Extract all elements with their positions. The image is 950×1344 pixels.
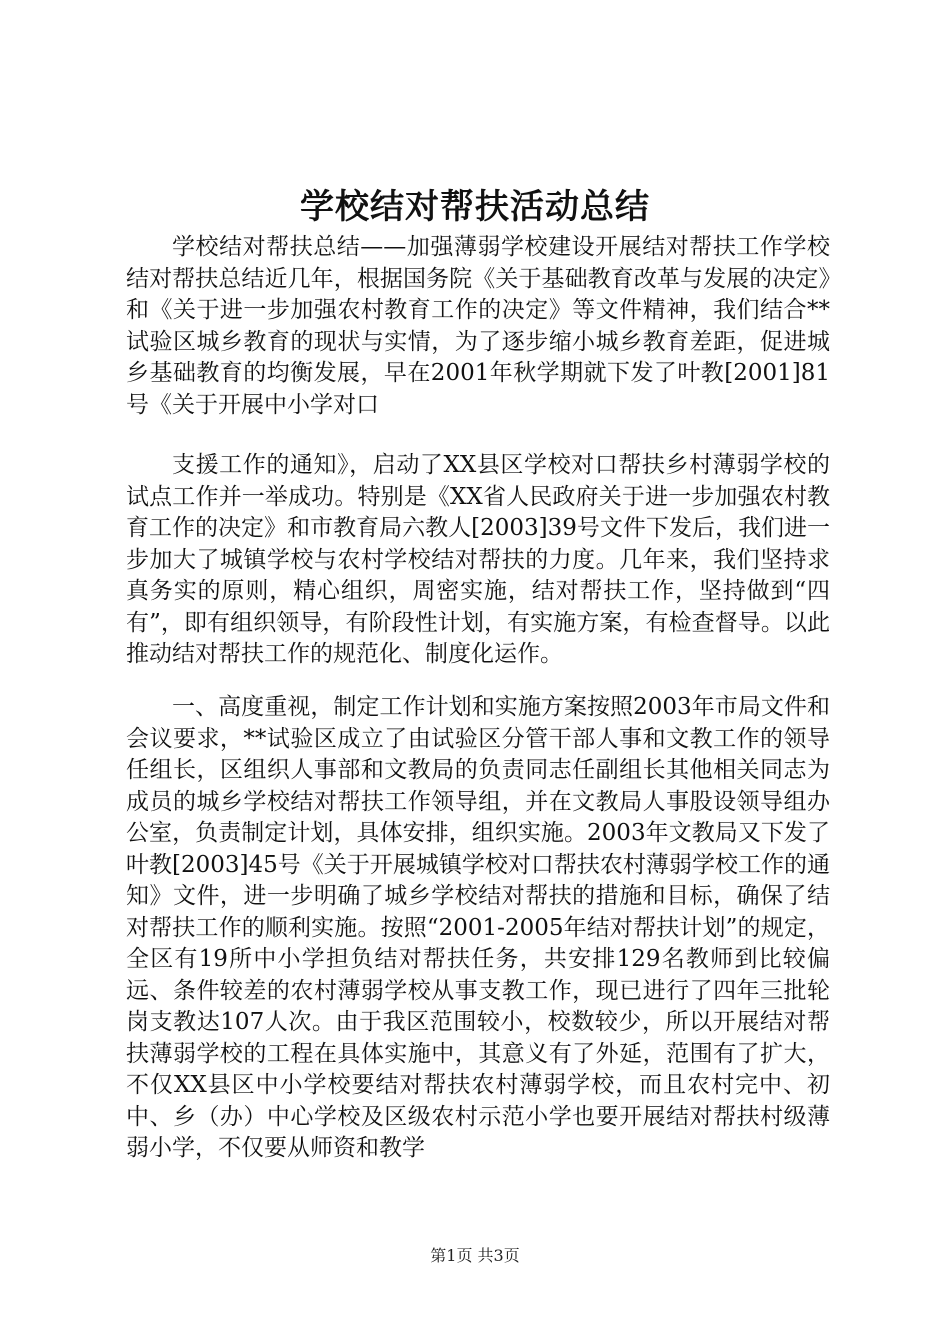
page-footer: 第1页 共3页 (430, 1246, 520, 1265)
paragraph-section-one: 一、高度重视，制定工作计划和实施方案按照2003年市局文件和会议要求，**试验区成立了由试验区分管干部人事和文教工作的领导任组长，区组织人事部和文教局的负责同志任副组长其他相关同志为成员的城乡学校结对帮扶工作领导组，并在文教局人事股设领导组办公室，负责制定计划，具体安排，组织实施。2003年文教局又下发了叶教[2003]45号《关于开展城镇学校对口帮扶农村薄弱学校工作的通知》文件，进一步明确了城乡学校结对帮扶的措施和目标，确保了结对帮扶工作的顺利实施。按照“2001-2005年结对帮扶计划”的规定，全区有19所中小学担负结对帮扶任务，共安排129名教师到比较偏远、条件较差的农村薄弱学校从事支教工作，现已进行了四年三批轮岗支教达107人次。由于我区范围较小，校数较少，所以开展结对帮扶薄弱学校的工程在具体实施中，其意义有了外延，范围有了扩大，不仅XX县区中小学校要结对帮扶农村薄弱学校，而且农村完中、初中、乡（办）中心学校及区级农村示范小学也要开展结对帮扶村级薄弱小学，不仅要从师资和教学 (126, 694, 830, 1161)
paragraph-continuation: 支援工作的通知》，启动了XX县区学校对口帮扶乡村薄弱学校的试点工作并一举成功。特别是《XX省人民政府关于进一步加强农村教育工作的决定》和市教育局六教人[2003]39号文件下发后，我们进一步加大了城镇学校与农村学校结对帮扶的力度。几年来，我们坚持求真务实的原则，精心组织，周密实施，结对帮扶工作，坚持做到“四有”，即有组织领导，有阶段性计划，有实施方案，有检查督导。以此推动结对帮扶工作的规范化、制度化运作。 (126, 452, 830, 667)
paragraph-intro: 学校结对帮扶总结——加强薄弱学校建设开展结对帮扶工作学校结对帮扶总结近几年，根据国务院《关于基础教育改革与发展的决定》和《关于进一步加强农村教育工作的决定》等文件精神，我们结合**试验区城乡教育的现状与实情，为了逐步缩小城乡教育差距，促进城乡基础教育的均衡发展，早在2001年秋学期就下发了叶教[2001]81号《关于开展中小学对口 (126, 234, 830, 418)
document-title: 学校结对帮扶活动总结 (300, 187, 650, 227)
